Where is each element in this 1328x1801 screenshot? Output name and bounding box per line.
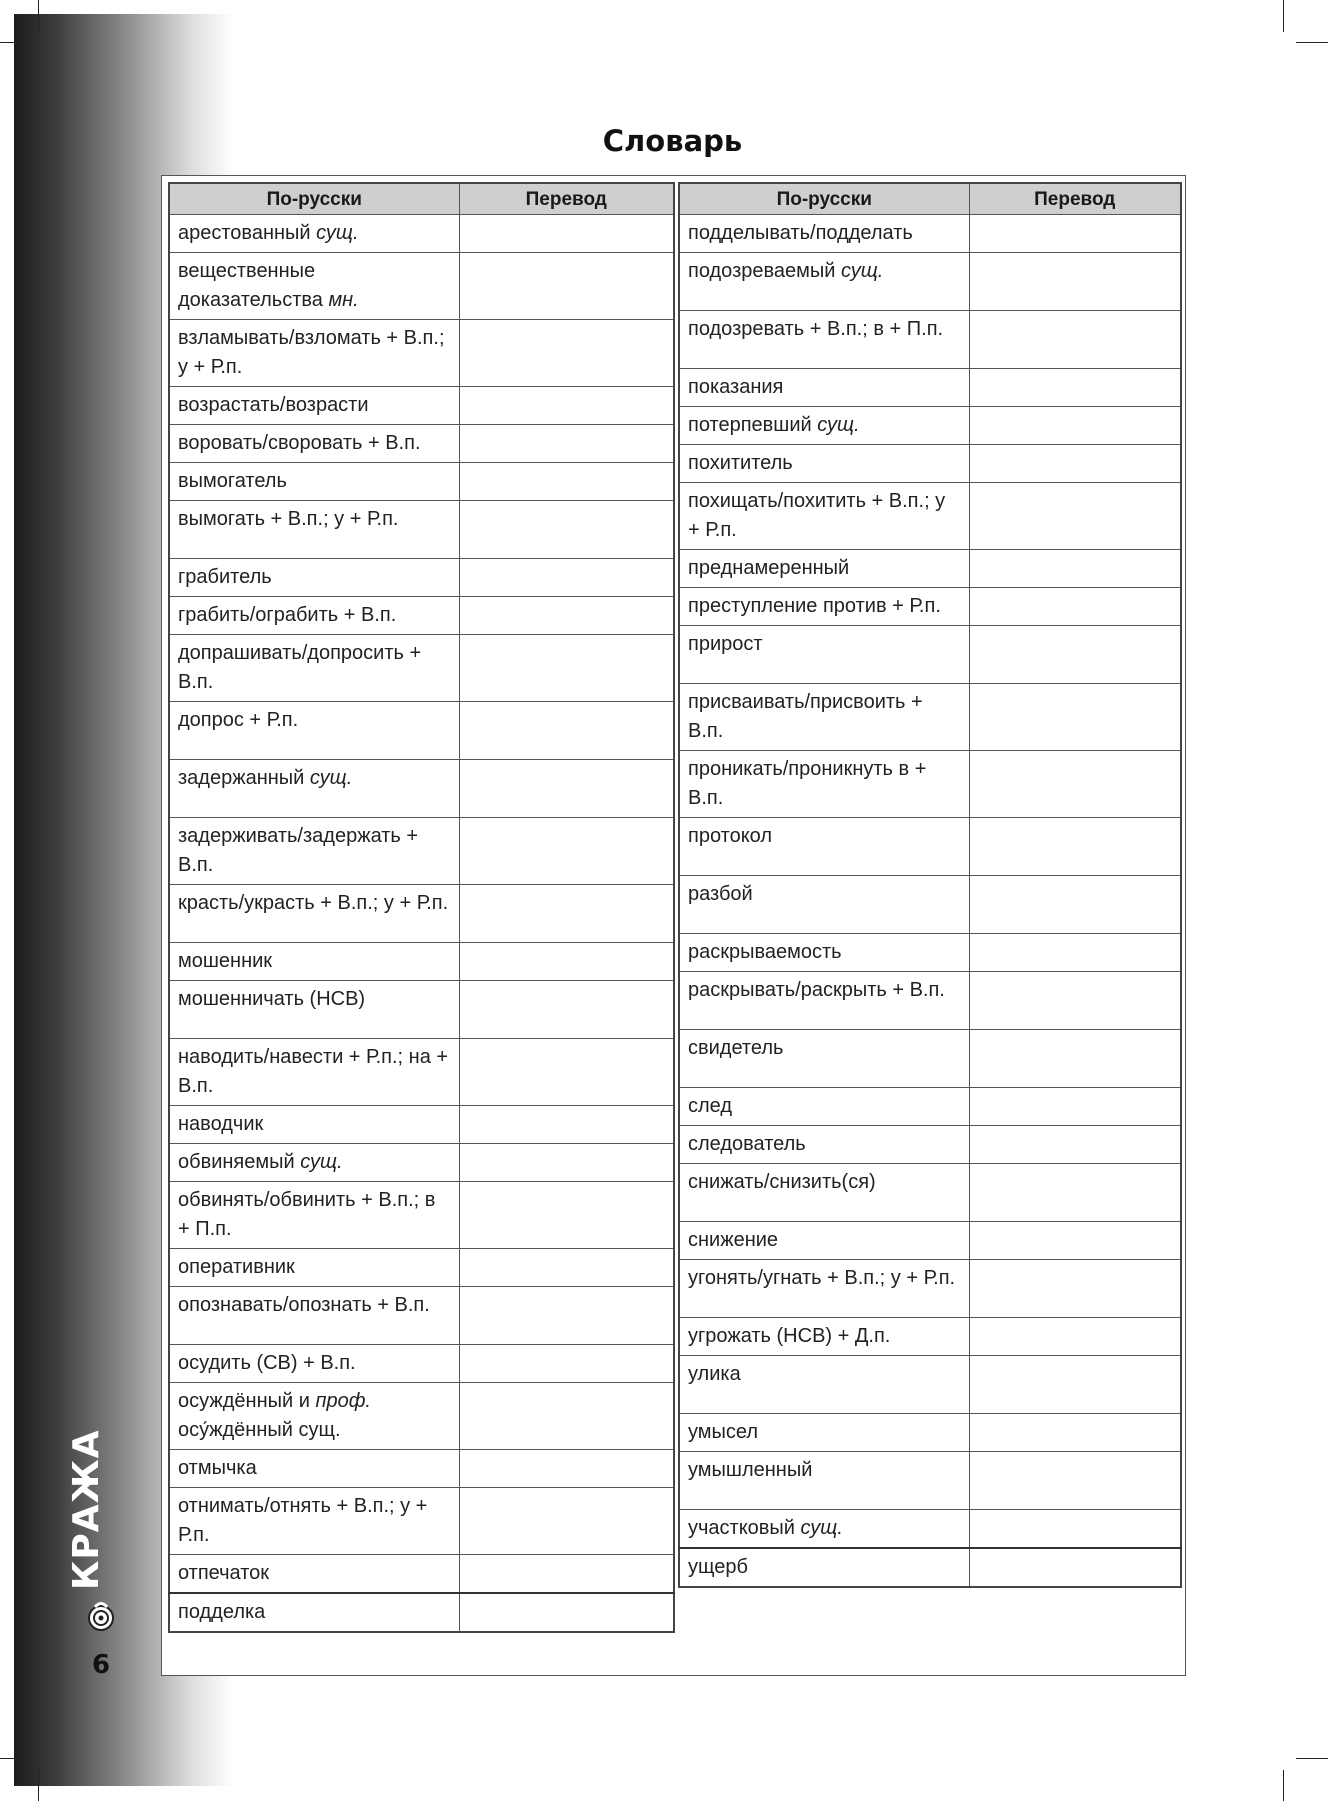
russian-term: подделывать/подделать [679,215,969,253]
translation-field[interactable] [459,425,674,463]
russian-term: грабитель [169,559,459,597]
russian-term: отнимать/отнять + В.п.; у + Р.п. [169,1488,459,1555]
russian-term: красть/украсть + В.п.; у + Р.п. [169,885,459,943]
crop-mark [0,1758,32,1759]
page-number: 6 [91,1650,111,1680]
table-row [169,635,674,702]
translation-field[interactable] [969,1318,1181,1356]
vocabulary-table-right [678,182,1182,1588]
translation-field[interactable] [969,1510,1181,1549]
table-row [169,559,674,597]
translation-field[interactable] [969,215,1181,253]
table-row [679,550,1181,588]
russian-term: присваивать/присвоить + В.п. [679,684,969,751]
table-row [169,702,674,760]
table-row [679,369,1181,407]
translation-field[interactable] [459,253,674,320]
crop-mark [38,1770,39,1801]
russian-term: угонять/угнать + В.п.; у + Р.п. [679,1260,969,1318]
header-russian: По-русски [679,183,969,215]
russian-term: след [679,1088,969,1126]
russian-term: взламывать/взломать + В.п.; у + Р.п. [169,320,459,387]
translation-field[interactable] [459,1488,674,1555]
russian-term: снижать/снизить(ся) [679,1164,969,1222]
russian-term: угрожать (НСВ) + Д.п. [679,1318,969,1356]
header-translation: Перевод [459,183,674,215]
russian-term: преднамеренный [679,550,969,588]
table-row [169,501,674,559]
translation-field[interactable] [459,215,674,253]
vocabulary-table-left [168,182,675,1633]
table-row [679,972,1181,1030]
translation-field[interactable] [459,387,674,425]
table-row [679,1548,1181,1587]
translation-field[interactable] [459,463,674,501]
table-row [169,1249,674,1287]
russian-term: возрастать/возрасти [169,387,459,425]
translation-field[interactable] [969,818,1181,876]
crop-mark [38,0,39,32]
translation-field[interactable] [969,1414,1181,1452]
russian-term: подозреваемый сущ. [679,253,969,311]
table-row [679,1164,1181,1222]
table-row [169,253,674,320]
translation-field[interactable] [969,588,1181,626]
table-row [169,1450,674,1488]
table-row [679,1088,1181,1126]
russian-term: показания [679,369,969,407]
russian-term: раскрываемость [679,934,969,972]
table-row [169,320,674,387]
crop-mark [1296,1758,1328,1759]
table-row [169,1488,674,1555]
crop-mark [1283,1770,1284,1801]
translation-field[interactable] [969,311,1181,369]
table-row [169,1593,674,1632]
table-row [679,215,1181,253]
translation-field[interactable] [459,1345,674,1383]
translation-field[interactable] [459,1039,674,1106]
russian-term: ущерб [679,1548,969,1587]
page-title: Словарь [602,124,743,158]
translation-field[interactable] [969,253,1181,311]
russian-term: обвинять/обвинить + В.п.; в + П.п. [169,1182,459,1249]
table-row [169,1039,674,1106]
translation-field[interactable] [459,1287,674,1345]
russian-term: мошенничать (НСВ) [169,981,459,1039]
translation-field[interactable] [459,702,674,760]
russian-term: похищать/похитить + В.п.; у + Р.п. [679,483,969,550]
translation-field[interactable] [969,1356,1181,1414]
table-row [679,1030,1181,1088]
translation-field[interactable] [459,1249,674,1287]
translation-field[interactable] [459,597,674,635]
translation-field[interactable] [459,501,674,559]
table-row [679,1126,1181,1164]
table-row [169,1287,674,1345]
russian-term: воровать/своровать + В.п. [169,425,459,463]
table-row [679,1356,1181,1414]
table-row [169,1345,674,1383]
translation-field[interactable] [969,1260,1181,1318]
table-row [679,1414,1181,1452]
header-translation: Перевод [969,183,1181,215]
russian-term: улика [679,1356,969,1414]
translation-field[interactable] [969,1164,1181,1222]
table-row [679,934,1181,972]
translation-field[interactable] [459,1383,674,1450]
section-label: КРАЖА [65,1429,107,1590]
table-row [169,981,674,1039]
russian-term: осуждённый и проф. осу́ждённый сущ. [169,1383,459,1450]
russian-term: вымогать + В.п.; у + Р.п. [169,501,459,559]
table-row [679,311,1181,369]
crop-mark [1283,0,1284,32]
translation-field[interactable] [969,407,1181,445]
translation-field[interactable] [969,1222,1181,1260]
table-row [169,1383,674,1450]
russian-term: задерживать/задержать + В.п. [169,818,459,885]
russian-term: преступление против + Р.п. [679,588,969,626]
translation-field[interactable] [969,550,1181,588]
translation-field[interactable] [459,1593,674,1632]
translation-field[interactable] [459,885,674,943]
lock-icon [86,1598,116,1632]
crop-mark [0,42,32,43]
table-row [679,684,1181,751]
table-row [679,445,1181,483]
table-row [169,597,674,635]
table-row [169,1182,674,1249]
table-row [169,885,674,943]
translation-field[interactable] [459,1106,674,1144]
russian-term: подделка [169,1593,459,1632]
russian-term: оперативник [169,1249,459,1287]
russian-term: следователь [679,1126,969,1164]
russian-term: отмычка [169,1450,459,1488]
translation-field[interactable] [969,369,1181,407]
translation-field[interactable] [459,559,674,597]
russian-term: мошенник [169,943,459,981]
russian-term: наводить/навести + Р.п.; на + В.п. [169,1039,459,1106]
russian-term: участковый сущ. [679,1510,969,1549]
table-row [169,1106,674,1144]
russian-term: допрашивать/допросить + В.п. [169,635,459,702]
table-row [679,1222,1181,1260]
table-row [679,818,1181,876]
table-row [679,1452,1181,1510]
table-row [679,253,1181,311]
table-row [169,1555,674,1594]
translation-field[interactable] [969,934,1181,972]
russian-term: прирост [679,626,969,684]
russian-term: потерпевший сущ. [679,407,969,445]
translation-field[interactable] [969,684,1181,751]
russian-term: арестованный сущ. [169,215,459,253]
translation-field[interactable] [969,972,1181,1030]
russian-term: раскрывать/раскрыть + В.п. [679,972,969,1030]
table-row [679,407,1181,445]
translation-field[interactable] [459,635,674,702]
russian-term: отпечаток [169,1555,459,1594]
table-row [169,943,674,981]
table-row [679,626,1181,684]
russian-term: проникать/проникнуть в + В.п. [679,751,969,818]
translation-field[interactable] [969,1126,1181,1164]
translation-field[interactable] [969,1030,1181,1088]
table-row [169,463,674,501]
russian-term: опознавать/опознать + В.п. [169,1287,459,1345]
translation-field[interactable] [459,1144,674,1182]
russian-term: умысел [679,1414,969,1452]
table-row [679,483,1181,550]
table-row [169,387,674,425]
translation-field[interactable] [969,876,1181,934]
translation-field[interactable] [969,483,1181,550]
russian-term: осудить (СВ) + В.п. [169,1345,459,1383]
russian-term: подозревать + В.п.; в + П.п. [679,311,969,369]
russian-term: умышленный [679,1452,969,1510]
header-russian: По-русски [169,183,459,215]
russian-term: наводчик [169,1106,459,1144]
table-row [169,818,674,885]
translation-field[interactable] [459,1182,674,1249]
translation-field[interactable] [459,320,674,387]
table-row [679,1510,1181,1549]
russian-term: снижение [679,1222,969,1260]
russian-term: свидетель [679,1030,969,1088]
translation-field[interactable] [969,445,1181,483]
translation-field[interactable] [969,1088,1181,1126]
russian-term: разбой [679,876,969,934]
russian-term: протокол [679,818,969,876]
russian-term: задержанный сущ. [169,760,459,818]
translation-field[interactable] [459,818,674,885]
translation-field[interactable] [969,626,1181,684]
translation-field[interactable] [969,1548,1181,1587]
russian-term: обвиняемый сущ. [169,1144,459,1182]
russian-term: грабить/ограбить + В.п. [169,597,459,635]
translation-field[interactable] [459,1555,674,1594]
russian-term: допрос + Р.п. [169,702,459,760]
translation-field[interactable] [459,760,674,818]
table-row [679,1260,1181,1318]
table-row [169,1144,674,1182]
crop-mark [1296,42,1328,43]
russian-term: вымогатель [169,463,459,501]
translation-field[interactable] [969,751,1181,818]
russian-term: вещественные доказательства мн. [169,253,459,320]
translation-field[interactable] [459,1450,674,1488]
table-row [679,751,1181,818]
table-row [169,760,674,818]
translation-field[interactable] [459,981,674,1039]
table-row [169,215,674,253]
translation-field[interactable] [969,1452,1181,1510]
translation-field[interactable] [459,943,674,981]
table-row [679,1318,1181,1356]
table-row [169,425,674,463]
table-row [679,588,1181,626]
table-row [679,876,1181,934]
russian-term: похититель [679,445,969,483]
